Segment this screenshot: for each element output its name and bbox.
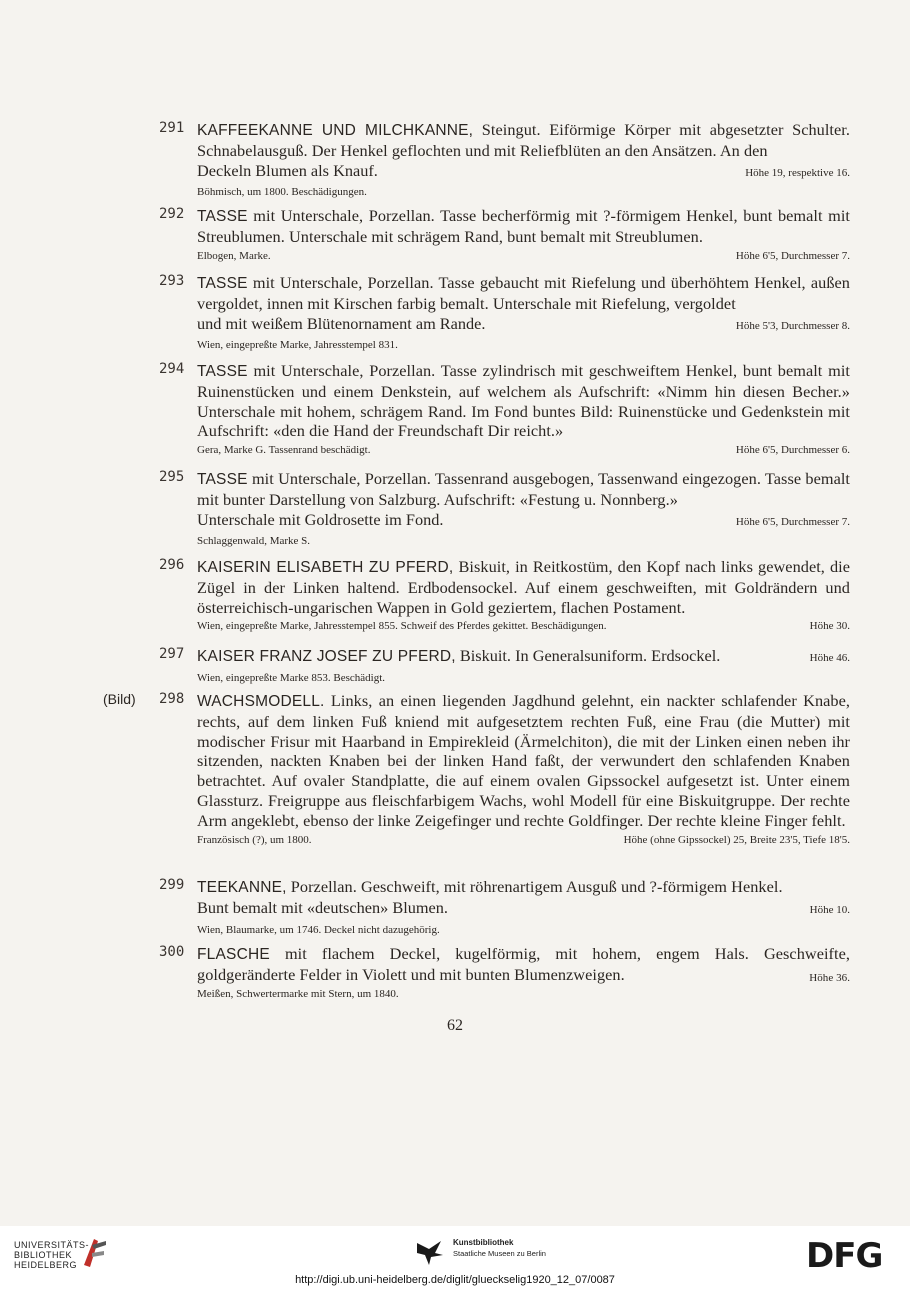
entry-number: 292: [159, 206, 185, 222]
entry-note: [197, 441, 850, 459]
bild-marker: (Bild): [103, 691, 136, 707]
catalog-entry: [150, 469, 850, 550]
entry-title: KAISERIN ELISABETH ZU PFERD,: [197, 559, 454, 576]
university-line: HEIDELBERG: [14, 1260, 78, 1270]
entry-note: [197, 532, 850, 550]
entry-body: Porzellan. Geschweift, mit röhrenartigem Ausguß und ?-förmigem Henkel.: [290, 877, 783, 896]
entry-title: KAISER FRANZ JOSEF ZU PFERD,: [197, 648, 456, 665]
entry-dimensions: Höhe 46.: [809, 652, 850, 664]
entry-title: TASSE: [197, 208, 248, 225]
source-url[interactable]: http://digi.ub.uni-heidelberg.de/diglit/glueckselig1920_12_07/0087: [295, 1274, 615, 1286]
entry-dimensions: Höhe 6'5, Durchmesser 7.: [735, 249, 850, 262]
catalog-entry: [150, 557, 850, 635]
entry-note: [197, 336, 850, 354]
catalog-entry: [150, 877, 850, 939]
entry-body: Links, an einen liegenden Jagdhund gelehnt, ein nackter schlafender Knabe, rechts, auf dem linken Fuß kniend mit aufgesetztem rechten Fuß, eine Frau (die Mutter) mit modischer Frisur mit Haarband in Empirekleid (Ärmelchiton), die mit der Linken einen neben ihr sitzenden, nackten Knaben bei der linken Hand faßt, der verwundert den schlafenden Knaben betrachtet. Auf ovaler Standplatte, die auf einem ovalen Gipssockel aufgesetzt ist. Unter einem Glassturz. Freigruppe aus fleischfarbigem Wachs, wohl Modell für eine Biskuitgruppe. Der rechte Arm angeklebt, ebenso der linke Zeigefinger und rechte Goldfinger. Der rechte kleine Finger fehlt.: [197, 691, 850, 830]
entry-dimensions: Höhe 36.: [809, 971, 850, 984]
entry-dimensions: Höhe 30.: [809, 620, 850, 633]
entry-dimensions: Höhe (ohne Gipssockel) 25, Breite 23'5, Tiefe 18'5.: [623, 833, 850, 846]
entry-dimensions: Höhe 10.: [809, 903, 850, 916]
entry-note: [197, 183, 850, 201]
entry-body: Steingut. Eiförmige Körper mit abgesetzter Schulter. Schnabelausguß. Der Henkel geflochten und mit Reliefblüten an den Ansätzen. An den: [197, 120, 850, 160]
entry-text: [197, 944, 850, 985]
kunstbibliothek-title: Kunstbibliothek: [453, 1238, 514, 1247]
university-line: UNIVERSITÄTS-: [14, 1240, 90, 1250]
entry-note-text: Französisch (?), um 1800.: [197, 833, 312, 846]
entry-number: 294: [159, 361, 185, 377]
entry-title: TASSE: [197, 471, 248, 488]
entry-text: [197, 361, 850, 441]
entry-note-text: Wien, eingepreßte Marke, Jahresstempel 831.: [197, 339, 398, 352]
entry-number: 296: [159, 557, 185, 573]
entry-last-line: [197, 898, 850, 921]
entry-note-text: Schlaggenwald, Marke S.: [197, 535, 311, 548]
entry-number: 300: [159, 944, 185, 960]
entry-note-text: Böhmisch, um 1800. Beschädigungen.: [197, 186, 367, 199]
entry-body: mit Unterschale, Porzellan. Tasse becherförmig mit ?-förmigem Henkel, bunt bemalt mit Streublumen. Unterschale mit schrägem Rand, bunt bemalt mit Streublumen.: [197, 206, 851, 246]
university-logo-icon: [80, 1235, 110, 1269]
entry-dimensions: Höhe 6'5, Durchmesser 6.: [735, 444, 850, 457]
catalog-entry: [150, 646, 850, 687]
entry-note-text: Wien, eingepreßte Marke, Jahresstempel 855. Schweif des Pferdes gekittet. Beschädigungen.: [197, 620, 607, 633]
entry-body: Biskuit. In Generalsuniform. Erdsockel.: [459, 646, 721, 665]
catalog-entry: [150, 120, 850, 201]
catalog-entry: [103, 691, 850, 849]
entry-number: 297: [159, 646, 185, 662]
eagle-icon: [415, 1239, 445, 1265]
entry-number: 298: [159, 691, 185, 707]
university-label: [14, 1240, 89, 1270]
entry-note: [197, 985, 809, 1003]
entry-last-text: [197, 646, 720, 667]
footer-bar: [0, 1226, 910, 1290]
entry-last-line: [197, 161, 850, 184]
entry-note: [197, 921, 850, 939]
entry-text: [197, 273, 850, 314]
entry-title: TASSE: [197, 275, 248, 292]
university-line: BIBLIOTHEK: [14, 1250, 73, 1260]
entry-note: [197, 831, 850, 849]
entry-note: [197, 617, 850, 635]
entry-number: 299: [159, 877, 185, 893]
entry-text: [197, 691, 850, 831]
entry-text: [197, 120, 850, 161]
entry-number: 291: [159, 120, 185, 136]
entry-number: 293: [159, 273, 185, 289]
page-number: 62: [447, 1017, 463, 1034]
entry-note-text: Elbogen, Marke.: [197, 249, 271, 262]
kunstbibliothek-text: [453, 1237, 546, 1259]
entry-note-text: Wien, Blaumarke, um 1746. Deckel nicht dazugehörig.: [197, 923, 440, 936]
entry-note: [197, 669, 850, 687]
dfg-logo: DFG: [806, 1236, 883, 1276]
entry-title: FLASCHE: [197, 946, 270, 963]
entry-title: TEEKANNE,: [197, 879, 287, 896]
entry-number: 295: [159, 469, 185, 485]
entry-body: mit Unterschale, Porzellan. Tassenrand ausgebogen, Tassenwand eingezogen. Tasse bemalt mit bunter Darstellung von Salzburg. Aufschrift: «Festung u. Nonnberg.»: [197, 469, 850, 509]
entry-dimensions: Höhe 6'5, Durchmesser 7.: [735, 515, 850, 528]
entry-text: [197, 469, 850, 510]
entry-note-text: Wien, eingepreßte Marke 853. Beschädigt.: [197, 671, 386, 684]
entry-body: mit Unterschale, Porzellan. Tasse zylindrisch mit geschweiftem Henkel, bunt bemalt mit Ruinenstücken und einem Denkstein, auf welchem als Aufschrift: «Nimm hin diesen Becher.» Unterschale mit hohem, schrägem Rand. Im Fond buntes Bild: Ruinenstücke und Gedenkstein mit Aufschrift: «den die Hand der Freundschaft Dir reicht.»: [197, 361, 850, 441]
entry-text: [197, 206, 850, 247]
entry-title: WACHSMODELL.: [197, 693, 325, 710]
catalog-entry: [150, 206, 850, 265]
entry-note-text: Gera, Marke G. Tassenrand beschädigt.: [197, 444, 371, 457]
entry-body: mit Unterschale, Porzellan. Tasse gebaucht mit Riefelung und überhöhtem Henkel, außen vergoldet, innen mit Kirschen farbig bemalt. Unterschale mit Riefelung, vergoldet: [197, 273, 850, 313]
entry-last-text: Deckeln Blumen als Knauf.: [197, 160, 378, 180]
entry-last-line: [197, 646, 850, 669]
entry-last-text: und mit weißem Blütenornament am Rande.: [197, 313, 486, 333]
entry-last-text: Bunt bemalt mit «deutschen» Blumen.: [197, 897, 448, 917]
kunstbibliothek-subtitle: Staatliche Museen zu Berlin: [453, 1249, 546, 1258]
entry-body: mit flachem Deckel, kugelförmig, mit hohem, engem Hals. Geschweifte, goldgeränderte Felder in Violett und mit bunten Blumenzweigen.: [197, 944, 850, 984]
catalog-entry: [150, 361, 850, 459]
entry-title: KAFFEEKANNE UND MILCHKANNE,: [197, 122, 474, 139]
entry-note-text: Meißen, Schwertermarke mit Stern, um 1840.: [197, 987, 399, 1000]
entry-body: Biskuit, in Reitkostüm, den Kopf nach links gewendet, die Zügel in der Linken haltend. Erdbodensockel. Auf einem geschweiften, mit Goldrändern und österreichisch-ungarischen Wappen in Gold geziertem, flachen Postament.: [197, 557, 851, 617]
entry-dimensions: Höhe 19, respektive 16.: [745, 166, 850, 179]
catalog-entry: [150, 273, 850, 354]
catalog-entry: [150, 944, 850, 1003]
entry-title: TASSE: [197, 363, 248, 380]
entry-text: [197, 877, 850, 898]
entry-last-line: [197, 314, 850, 337]
entry-dimensions: Höhe 5'3, Durchmesser 8.: [735, 319, 850, 332]
entry-note: [197, 247, 850, 265]
entry-last-line: [197, 510, 850, 533]
entry-text: [197, 557, 850, 617]
entry-last-text: Unterschale mit Goldrosette im Fond.: [197, 509, 444, 529]
